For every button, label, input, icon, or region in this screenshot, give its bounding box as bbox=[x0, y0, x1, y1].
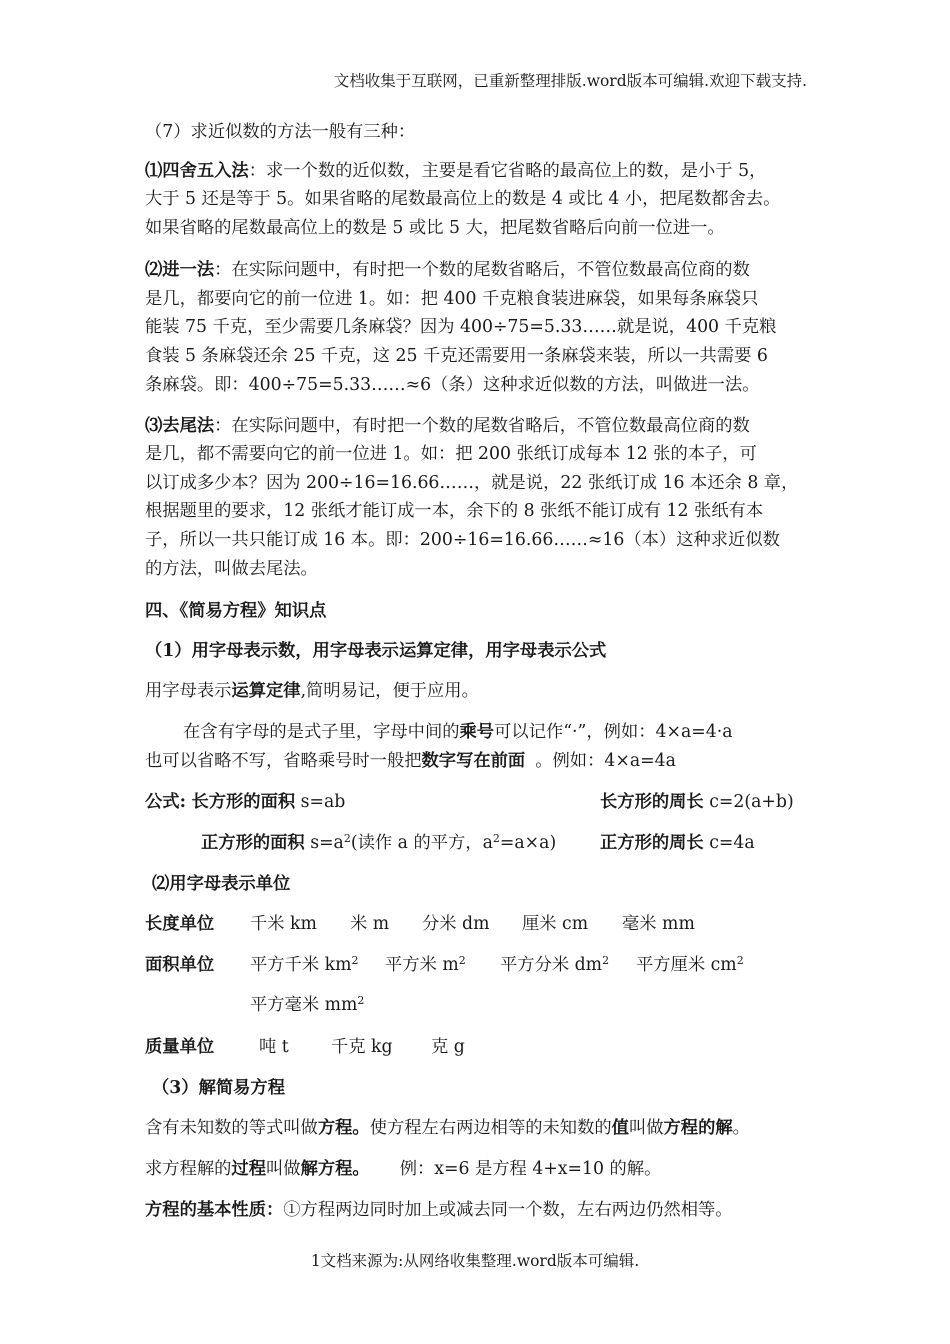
method1-line-1 bbox=[145, 160, 766, 182]
method2-line-5: 条麻袋。即：400÷75=5.33……≈6（条）这种求近似数的方法，叫做进一法。 bbox=[145, 375, 760, 395]
q3-a: 方程的基本性质： bbox=[145, 1200, 284, 1220]
section4-title: 四、《简易方程》知识点 bbox=[145, 601, 327, 621]
q1-g: 。 bbox=[732, 1118, 750, 1138]
length-unit-5: 毫米 mm bbox=[622, 914, 695, 934]
area-unit-4-text: 平方厘米 cm bbox=[636, 955, 737, 975]
q2-a: 求方程解的 bbox=[145, 1159, 232, 1179]
q1-a: 含有未知数的等式叫做 bbox=[145, 1118, 318, 1138]
area-unit-label: 面积单位 bbox=[145, 955, 215, 975]
q1-d: 值 bbox=[611, 1118, 629, 1138]
area-unit-2-text: 平方米 m bbox=[385, 955, 459, 975]
method3-line-4: 根据题里的要求，12 张纸才能订成一本，余下的 8 张纸不能订成有 12 张纸有本 bbox=[145, 501, 764, 521]
rect-area-formula: s=ab bbox=[300, 792, 346, 812]
method2-line-3: 能装 75 千克，至少需要几条麻袋？因为 400÷75=5.33……就是说，400 千克粮 bbox=[145, 317, 777, 337]
method2-label: ⑵进一法 bbox=[145, 260, 215, 280]
mass-unit-2: 千克 kg bbox=[331, 1037, 393, 1057]
sq-area-formula-a: s=a bbox=[310, 833, 344, 853]
rect-area-label: 长方形的面积 bbox=[191, 792, 296, 812]
para-operation-law bbox=[145, 680, 479, 702]
method1-line-3: 如果省略的尾数最高位上的数是 5 或比 5 大，把尾数省略后向前一位进一。 bbox=[145, 218, 725, 238]
q2-b: 过程 bbox=[231, 1159, 266, 1179]
method2-line-1 bbox=[145, 259, 750, 281]
method1-line-2: 大于 5 还是等于 5。如果省略的尾数最高位上的数是 4 或比 4 小，把尾数都舍去。 bbox=[145, 189, 781, 209]
area-unit-3-text: 平方分米 dm bbox=[500, 955, 603, 975]
area-unit-3: 平方分米 $dm^2$ bbox=[500, 954, 610, 975]
rect-perim-formula: c=2(a+b) bbox=[709, 792, 794, 812]
method3-line-1 bbox=[145, 415, 750, 437]
p3-text-c: 。例如：4×a=4a bbox=[535, 751, 676, 771]
area-unit-5: 平方毫米 $mm^2$ bbox=[250, 994, 365, 1015]
page-header: 文档收集于互联网，已重新整理排版.word版本可编辑.欢迎下载支持. bbox=[333, 72, 807, 90]
section4-sub3: （3）解简易方程 bbox=[152, 1078, 285, 1098]
p2-text-bold: 乘号 bbox=[459, 722, 495, 742]
p2-text-a: 在含有字母的是式子里，字母中间的 bbox=[183, 722, 460, 742]
para-equation-def bbox=[145, 1117, 750, 1139]
para-basic-property bbox=[145, 1199, 733, 1221]
p1-text-c: ,简明易记，便于应用。 bbox=[300, 681, 479, 701]
method2-line-2: 是几，都要向它的前一位进 1。如：把 400 千克粮食装进麻袋，如果每条麻袋只 bbox=[145, 289, 759, 309]
sq-perim-label: 正方形的周长 bbox=[600, 833, 704, 853]
formula-row-2: 正方形的面积 $s=a^2$(读作 a 的平方，$a^2=a\times a$) bbox=[201, 832, 557, 853]
q2-e: 例：x=6 是方程 4+x=10 的解。 bbox=[399, 1159, 662, 1179]
p1-text-a: 用字母表示 bbox=[145, 681, 232, 701]
para-omit-sign bbox=[145, 750, 676, 772]
method1-label: ⑴四舍五入法 bbox=[145, 161, 249, 181]
method3-line-5: 子，所以一共只能订成 16 本。即：200÷16=16.66……≈16（本）这种求近似数 bbox=[145, 530, 780, 550]
length-unit-label: 长度单位 bbox=[145, 914, 215, 934]
formula-label: 公式: bbox=[145, 792, 186, 812]
length-unit-3: 分米 dm bbox=[422, 914, 490, 934]
p3-text-bold: 数字写在前面 bbox=[421, 751, 526, 771]
approx-heading: （7）求近似数的方法一般有三种： bbox=[145, 122, 416, 142]
formula-row-1 bbox=[145, 791, 345, 813]
p3-text-a: 也可以省略不写，省略乘号时一般把 bbox=[145, 751, 422, 771]
length-unit-2: 米 m bbox=[350, 914, 390, 934]
q1-e: 叫做 bbox=[628, 1118, 664, 1138]
area-unit-5-text: 平方毫米 mm bbox=[250, 995, 358, 1015]
p2-text-c: 可以记作“·”，例如：4×a=4·a bbox=[494, 722, 733, 742]
method2-line-4: 食装 5 条麻袋还余 25 千克，这 25 千克还需要用一条麻袋来装，所以一共需要 6 bbox=[145, 346, 768, 366]
q2-c: 叫做 bbox=[266, 1159, 301, 1179]
sq-area-formula-b: (读作 a 的平方，a bbox=[350, 833, 493, 853]
sq-perim-formula: c=4a bbox=[709, 833, 755, 853]
method2-text-1: ：在实际问题中，有时把一个数的尾数省略后，不管位数最高位商的数 bbox=[214, 260, 750, 280]
area-unit-1: 平方千米 $km^2$ bbox=[250, 954, 359, 975]
q1-b: 方程。 bbox=[317, 1118, 370, 1138]
page-footer: 1文档来源为:从网络收集整理.word版本可编辑. bbox=[310, 1252, 640, 1270]
method3-line-2: 是几，都不需要向它的前一位进 1。如：把 200 张纸订成每本 12 张的本子，可 bbox=[145, 444, 757, 464]
p1-text-bold: 运算定律 bbox=[231, 681, 301, 701]
sq-area-formula-c: =a×a) bbox=[499, 833, 557, 853]
q3-b: ①方程两边同时加上或减去同一个数，左右两边仍然相等。 bbox=[283, 1200, 733, 1220]
area-unit-1-text: 平方千米 km bbox=[250, 955, 352, 975]
method3-line-6: 的方法，叫做去尾法。 bbox=[145, 559, 318, 579]
rect-perim-label: 长方形的周长 bbox=[600, 792, 704, 812]
area-unit-4: 平方厘米 $cm^2$ bbox=[636, 954, 744, 975]
mass-unit-1: 吨 t bbox=[259, 1037, 289, 1057]
q1-f: 方程的解 bbox=[663, 1118, 733, 1138]
formula-row-2-right bbox=[600, 832, 755, 854]
para-solve-def bbox=[145, 1158, 661, 1180]
section4-sub1: （1）用字母表示数，用字母表示运算定律，用字母表示公式 bbox=[145, 641, 607, 661]
area-unit-2: 平方米 $m^2$ bbox=[385, 954, 466, 975]
length-unit-1: 千米 km bbox=[250, 914, 317, 934]
section4-sub2: ⑵用字母表示单位 bbox=[152, 874, 291, 894]
para-multiply-sign bbox=[183, 721, 733, 743]
mass-unit-label: 质量单位 bbox=[145, 1037, 215, 1057]
method3-label: ⑶去尾法 bbox=[145, 416, 215, 436]
q2-d: 解方程。 bbox=[300, 1159, 370, 1179]
formula-row-1-right bbox=[600, 791, 794, 813]
method1-text-1: ：求一个数的近似数，主要是看它省略的最高位上的数，是小于 5， bbox=[248, 161, 767, 181]
method3-text-1: ：在实际问题中，有时把一个数的尾数省略后，不管位数最高位商的数 bbox=[214, 416, 750, 436]
method3-line-3: 以订成多少本？因为 200÷16=16.66……，就是说，22 张纸订成 16 本还余 8 章， bbox=[145, 473, 799, 493]
mass-unit-3: 克 g bbox=[431, 1037, 465, 1057]
q1-c: 使方程左右两边相等的未知数的 bbox=[369, 1118, 612, 1138]
length-unit-4: 厘米 cm bbox=[522, 914, 589, 934]
sq-area-label: 正方形的面积 bbox=[201, 833, 305, 853]
